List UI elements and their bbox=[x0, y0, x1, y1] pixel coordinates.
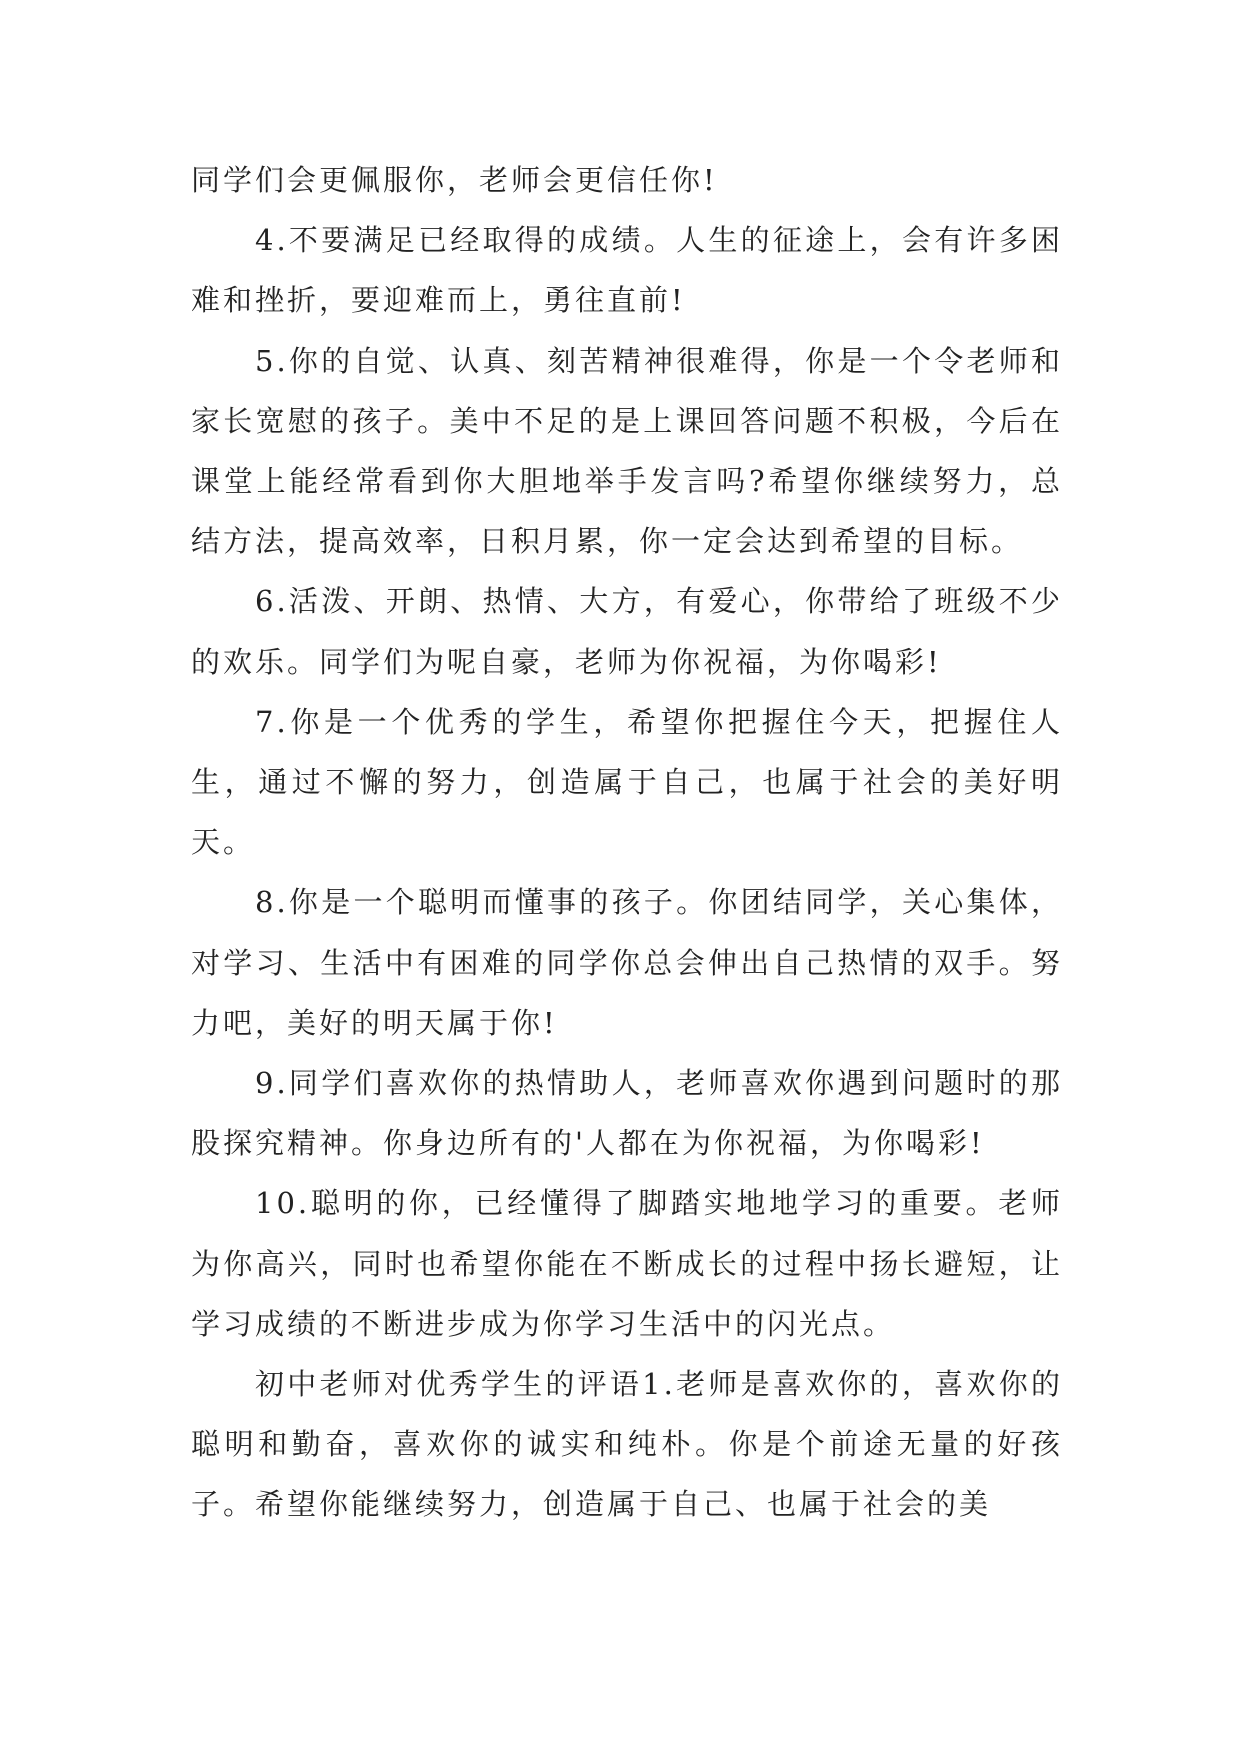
paragraph-continuation: 同学们会更佩服你，老师会更信任你! bbox=[191, 163, 718, 197]
paragraph-item-8: 8.你是一个聪明而懂事的孩子。你团结同学，关心集体，对学习、生活中有困难的同学你总会伸出自己热情的双手。努力吧，美好的明天属于你! bbox=[191, 885, 1063, 1040]
paragraph-item-6: 6.活泼、开朗、热情、大方，有爱心，你带给了班级不少的欢乐。同学们为呢自豪，老师为你祝福，为你喝彩! bbox=[191, 584, 1063, 679]
paragraph-item-9: 9.同学们喜欢你的热情助人，老师喜欢你遇到问题时的那股探究精神。你身边所有的'人都在为你祝福，为你喝彩! bbox=[191, 1066, 1063, 1161]
document-body bbox=[191, 150, 1063, 1535]
paragraph-item-10: 10.聪明的你，已经懂得了脚踏实地地学习的重要。老师为你高兴，同时也希望你能在不断成长的过程中扬长避短，让学习成绩的不断进步成为你学习生活中的闪光点。 bbox=[191, 1186, 1063, 1341]
paragraph-item-4: 4.不要满足已经取得的成绩。人生的征途上，会有许多困难和挫折，要迎难而上，勇往直前! bbox=[191, 223, 1063, 318]
paragraph-section-start: 初中老师对优秀学生的评语1.老师是喜欢你的，喜欢你的聪明和勤奋，喜欢你的诚实和纯朴。你是个前途无量的好孩子。希望你能继续努力，创造属于自己、也属于社会的美 bbox=[191, 1367, 1063, 1522]
paragraph-item-7: 7.你是一个优秀的学生，希望你把握住今天，把握住人生，通过不懈的努力，创造属于自己，也属于社会的美好明天。 bbox=[191, 704, 1063, 860]
paragraph-item-5: 5.你的自觉、认真、刻苦精神很难得，你是一个令老师和家长宽慰的孩子。美中不足的是上课回答问题不积极，今后在课堂上能经常看到你大胆地举手发言吗?希望你继续努力，总结方法，提高效率，日积月累，你一定会达到希望的目标。 bbox=[191, 343, 1063, 559]
